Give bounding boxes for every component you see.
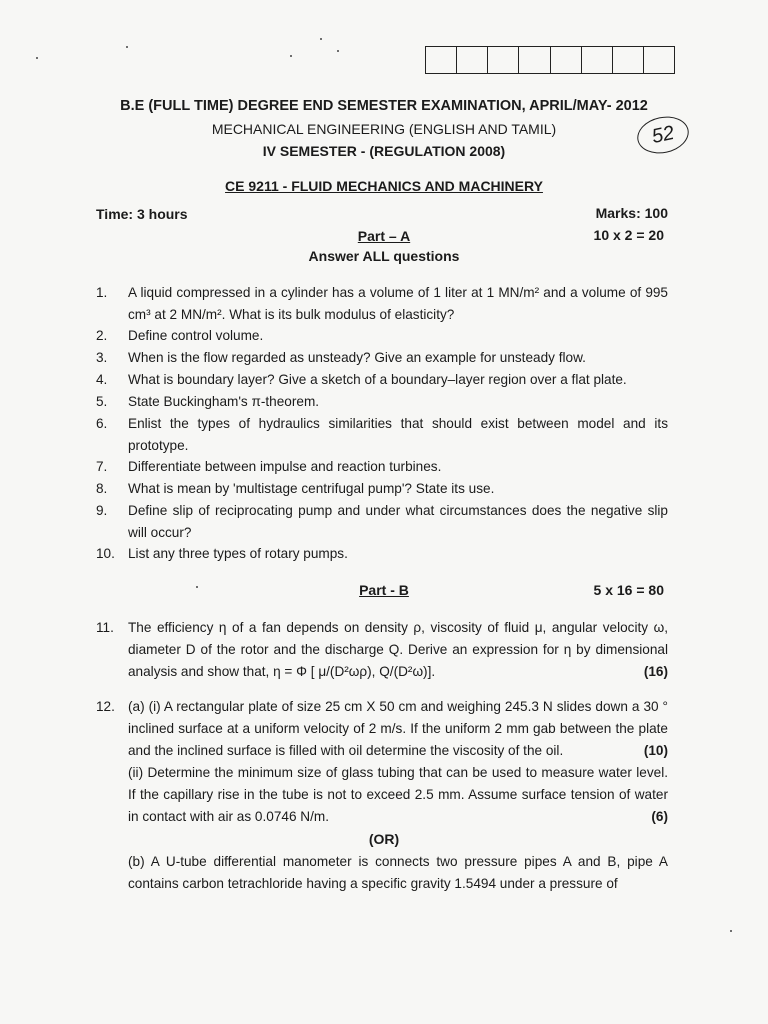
question-number: 9. (96, 503, 108, 518)
question-number: 5. (96, 394, 108, 409)
register-box (426, 47, 457, 73)
part-b-marks: 5 x 16 = 80 (593, 582, 664, 598)
question-text: (b) A U-tube differential manometer is connects two pressure pipes A and B, pipe A contains carbon tetrachloride having a specific gravity 1.5494 under a pressure of (128, 854, 668, 891)
question-text: List any three types of rotary pumps. (128, 546, 348, 561)
scan-speck (36, 57, 38, 59)
question-text: What is mean by 'multistage centrifugal pump'? State its use. (128, 481, 495, 496)
part-a-title: Part – A (357, 228, 411, 244)
time-allowed: Time: 3 hours (96, 206, 188, 222)
part-b-title: Part - B (359, 582, 409, 598)
question-12-a-i (128, 696, 668, 762)
question-number: 2. (96, 328, 108, 343)
department: MECHANICAL ENGINEERING (ENGLISH AND TAMIL) (211, 121, 557, 137)
question-number: 3. (96, 350, 108, 365)
question-text: Enlist the types of hydraulics similarities that should exist between model and its prototype. (128, 416, 668, 453)
register-box (488, 47, 519, 73)
question-number: 1. (96, 285, 108, 300)
question-text (128, 762, 668, 828)
total-marks: Marks: 100 (595, 205, 668, 221)
question-text: State Buckingham's π-theorem. (128, 394, 320, 409)
register-box (582, 47, 613, 73)
question-text: A liquid compressed in a cylinder has a volume of 1 liter at 1 MN/m² and a volume of 995 cm³ at 2 MN/m². What is its bulk modulus of elasticity? (128, 285, 668, 322)
question-marks: (10) (643, 743, 668, 758)
scan-speck (320, 38, 322, 40)
question-marks: (6) (651, 809, 668, 824)
semester: IV SEMESTER - (REGULATION 2008) (262, 143, 506, 159)
or-separator: (OR) (368, 831, 400, 847)
question-text: Differentiate between impulse and reaction turbines. (128, 459, 442, 474)
question-number: 11. (96, 620, 114, 635)
question-text: What is boundary layer? Give a sketch of a boundary–layer region over a flat plate. (128, 372, 627, 387)
question-11-text: The efficiency η of a fan depends on density ρ, viscosity of fluid μ, angular velocity ω, diameter D of the rotor and the discharge Q. Derive an expression for η by dimensional analysis and show that, η = Φ [ μ/(D²ωρ), Q/(D²ω)]. (128, 620, 668, 679)
part-a-marks: 10 x 2 = 20 (593, 227, 664, 243)
question-number: 8. (96, 481, 108, 496)
question-marks: (16) (643, 664, 668, 679)
subject-title: CE 9211 - FLUID MECHANICS AND MACHINERY (225, 178, 543, 194)
register-number-boxes (425, 46, 675, 74)
question-number: 10. (96, 546, 115, 561)
scan-speck (730, 930, 732, 932)
register-box (519, 47, 550, 73)
question-number: 12. (96, 699, 115, 714)
part-a-instruction: Answer ALL questions (308, 248, 460, 264)
scan-speck (126, 46, 128, 48)
exam-title: B.E (FULL TIME) DEGREE END SEMESTER EXAMINATION, APRIL/MAY- 2012 (120, 98, 648, 114)
register-box (457, 47, 488, 73)
question-number: 6. (96, 416, 108, 431)
register-box (613, 47, 644, 73)
register-box (644, 47, 674, 73)
handwritten-stamp: 52 (634, 112, 692, 158)
question-12-a-i-text: (a) (i) A rectangular plate of size 25 cm X 50 cm and weighing 245.3 N slides down a 30 ° inclined surface at a uniform velocity of 2 m/s. If the uniform 2 mm gab between the plate and the inclined surface is filled with oil determine the viscosity of the oil. (128, 699, 668, 758)
question-text: Define slip of reciprocating pump and under what circumstances does the negative slip will occur? (128, 503, 668, 540)
question-number: 4. (96, 372, 108, 387)
question-text: Define control volume. (128, 328, 264, 343)
question-12-a-ii-text: (ii) Determine the minimum size of glass tubing that can be used to measure water level. If the capillary rise in the tube is not to exceed 2.5 mm. Assume surface tension of water in contact with air as 0.0746 N/m. (128, 765, 668, 824)
question-text (128, 617, 668, 683)
question-1 (96, 282, 668, 326)
question-number: 7. (96, 459, 108, 474)
scan-speck (337, 50, 339, 52)
register-box (551, 47, 582, 73)
scan-speck (290, 55, 292, 57)
question-text: When is the flow regarded as unsteady? Give an example for unsteady flow. (128, 350, 586, 365)
